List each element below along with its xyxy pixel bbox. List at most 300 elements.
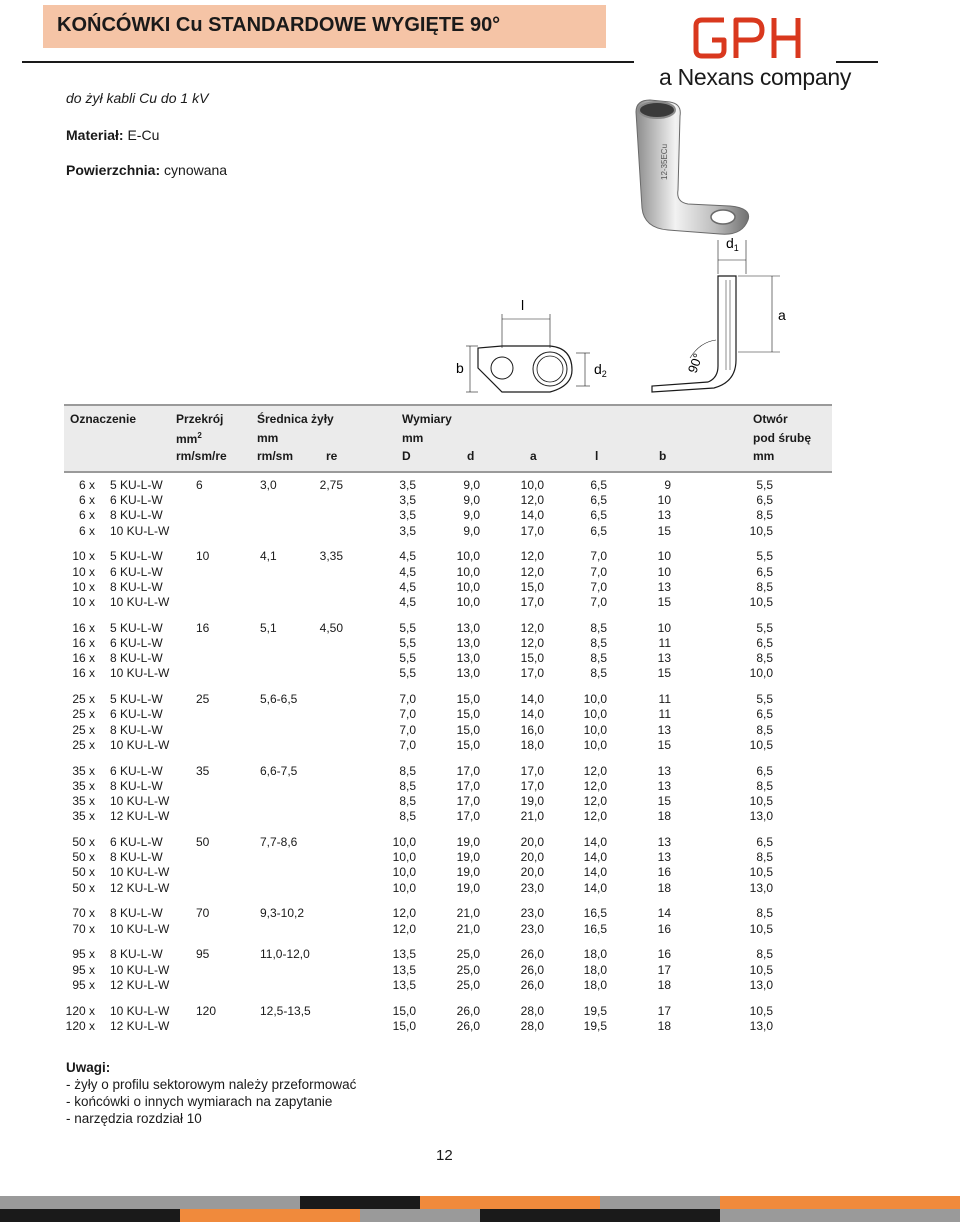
table-cell: 10,0 <box>583 737 607 752</box>
col-srednica-re: re <box>326 449 338 463</box>
table-cell: 25 x <box>72 737 95 752</box>
table-cell: 10,0 <box>583 707 607 722</box>
table-cell: 10,0 <box>392 850 416 865</box>
table-cell: 8,5 <box>756 508 773 523</box>
table-cell: 10,0 <box>520 478 544 492</box>
table-cell: 4,1 <box>260 549 277 564</box>
table-cell: 10,0 <box>392 880 416 895</box>
table-cell: 12,0 <box>392 906 416 921</box>
table-cell: 16 x <box>72 620 95 635</box>
col-przekroj-unit <box>176 431 202 446</box>
surface-value: cynowana <box>160 162 228 178</box>
table-cell: 18 <box>657 1018 671 1033</box>
col-d: d <box>467 449 475 463</box>
table-cell: 13 <box>657 722 671 737</box>
title-banner <box>43 5 606 48</box>
table-cell: 18,0 <box>520 737 544 752</box>
table-cell: 7,0 <box>590 579 607 594</box>
przekroj-unit-text: mm <box>176 432 198 446</box>
table-cell: 10,0 <box>456 579 480 594</box>
table-cell: 13,0 <box>749 880 773 895</box>
table-cell: 7,0 <box>399 707 416 722</box>
table-cell: 13,5 <box>392 962 416 977</box>
table-cell: 16,5 <box>583 921 607 936</box>
table-cell: 8 KU-L-W <box>110 850 163 865</box>
table-cell: 6 KU-L-W <box>110 707 163 722</box>
table-cell: 16 <box>657 921 671 936</box>
table-cell: 10 x <box>72 595 95 609</box>
table-cell: 95 <box>196 947 210 962</box>
table-cell: 13,0 <box>749 977 773 992</box>
table-cell: 12,0 <box>520 620 544 635</box>
table-cell: 8 KU-L-W <box>110 579 163 594</box>
table-cell: 8,5 <box>399 778 416 793</box>
col-przekroj-sub: rm/sm/re <box>176 449 227 463</box>
table-cell: 2,75 <box>319 478 343 492</box>
note-item: - narzędzia rozdział 10 <box>66 1111 202 1126</box>
table-cell: 5 KU-L-W <box>110 549 163 564</box>
label-d2 <box>594 361 607 379</box>
col-b: b <box>659 449 667 463</box>
surface-line <box>66 162 227 178</box>
table-cell: 25,0 <box>456 947 480 962</box>
table-cell: 16,5 <box>583 906 607 921</box>
table-cell: 15 <box>657 595 671 609</box>
table-cell: 10 x <box>72 564 95 579</box>
table-cell: 23,0 <box>520 880 544 895</box>
table-cell: 5 KU-L-W <box>110 620 163 635</box>
table-cell: 10,5 <box>749 794 773 808</box>
table-cell: 17 <box>657 1003 671 1018</box>
table-cell: 15 <box>657 666 671 681</box>
table-cell: 5,6-6,5 <box>260 692 298 707</box>
table-cell: 25,0 <box>456 962 480 977</box>
table-cell: 6 x <box>78 493 95 508</box>
table-cell: 6,5 <box>756 835 773 849</box>
table-cell: 50 x <box>72 880 95 895</box>
table-cell: 50 x <box>72 835 95 849</box>
table-cell: 8,5 <box>590 651 607 666</box>
table-cell: 5,5 <box>756 549 773 564</box>
material-label: Materiał: <box>66 127 124 143</box>
table-cell: 14,0 <box>520 707 544 722</box>
table-cell: 12,0 <box>392 921 416 936</box>
table-cell: 3,5 <box>399 523 416 538</box>
table-cell: 10,0 <box>392 865 416 880</box>
label-d2-sub: 2 <box>601 369 607 379</box>
table-cell: 7,0 <box>590 564 607 579</box>
label-a: a <box>778 307 786 323</box>
table-cell: 12 KU-L-W <box>110 880 170 895</box>
table-cell: 10,5 <box>749 595 773 609</box>
table-cell: 70 x <box>72 921 95 936</box>
table-cell: 25 x <box>72 692 95 707</box>
table-cell: 10 x <box>72 549 95 564</box>
table-cell: 8 KU-L-W <box>110 778 163 793</box>
table-cell: 10 <box>657 620 671 635</box>
table-cell: 6 KU-L-W <box>110 636 163 650</box>
note-item: - końcówki o innych wymiarach na zapytanie <box>66 1094 333 1109</box>
table-cell: 12,0 <box>520 493 544 508</box>
table-cell: 12 KU-L-W <box>110 977 170 992</box>
table-cell: 8,5 <box>590 636 607 650</box>
table-cell: 10 KU-L-W <box>110 794 170 808</box>
table-cell: 6 KU-L-W <box>110 835 163 849</box>
table-cell: 16 <box>657 865 671 880</box>
header-rule-right <box>836 61 878 63</box>
table-cell: 13,0 <box>749 1018 773 1033</box>
table-cell: 18,0 <box>583 977 607 992</box>
table-cell: 15,0 <box>456 722 480 737</box>
table-cell: 8 KU-L-W <box>110 651 163 666</box>
table-cell: 18,0 <box>583 962 607 977</box>
table-cell: 12,0 <box>520 636 544 650</box>
table-cell: 18 <box>657 977 671 992</box>
table-cell: 8,5 <box>756 722 773 737</box>
table-cell: 23,0 <box>520 906 544 921</box>
notes-title: Uwagi: <box>66 1060 111 1075</box>
table-cell: 8,5 <box>399 763 416 778</box>
table-cell: 5,5 <box>399 651 416 666</box>
col-otwor-unit: mm <box>753 449 775 463</box>
table-cell: 5 KU-L-W <box>110 478 163 492</box>
table-cell: 20,0 <box>520 865 544 880</box>
table-cell: 8,5 <box>756 579 773 594</box>
table-cell: 6 x <box>78 523 95 538</box>
col-wymiary-unit: mm <box>402 431 424 445</box>
col-wymiary: Wymiary <box>402 412 452 426</box>
table-cell: 4,5 <box>399 579 416 594</box>
col-l: l <box>595 449 599 463</box>
table-cell: 10 KU-L-W <box>110 865 170 880</box>
table-cell: 10 <box>657 564 671 579</box>
table-cell: 14,0 <box>583 865 607 880</box>
table-cell: 25,0 <box>456 977 480 992</box>
table-cell: 13,5 <box>392 977 416 992</box>
table-cell: 23,0 <box>520 921 544 936</box>
table-cell: 19,0 <box>456 880 480 895</box>
przekroj-unit-sup: 2 <box>197 431 202 440</box>
technical-drawing <box>430 90 850 400</box>
table-cell: 10,0 <box>749 666 773 681</box>
surface-label: Powierzchnia: <box>66 162 161 178</box>
table-cell: 7,0 <box>399 722 416 737</box>
table-cell: 20,0 <box>520 850 544 865</box>
table-cell: 5,1 <box>260 620 277 635</box>
table-cell: 5,5 <box>399 636 416 650</box>
table-cell: 6 x <box>78 478 95 492</box>
table-cell: 120 x <box>65 1003 95 1018</box>
product-photo <box>636 100 749 234</box>
table-cell: 7,0 <box>399 692 416 707</box>
table-cell: 8 KU-L-W <box>110 508 163 523</box>
table-cell: 70 x <box>72 906 95 921</box>
table-cell: 7,0 <box>590 595 607 609</box>
table-cell: 10 <box>657 493 671 508</box>
table-cell: 25 x <box>72 707 95 722</box>
table-cell: 13 <box>657 651 671 666</box>
page-number: 12 <box>436 1147 453 1164</box>
table-cell: 16 <box>657 947 671 962</box>
table-cell: 13,0 <box>749 809 773 824</box>
table-cell: 120 <box>196 1003 217 1018</box>
col-oznaczenie: Oznaczenie <box>70 412 137 426</box>
note-item: - żyły o profilu sektorowym należy przeformować <box>66 1077 357 1092</box>
table-cell: 10,5 <box>749 737 773 752</box>
table-cell: 35 x <box>72 809 95 824</box>
table-cell: 7,0 <box>590 549 607 564</box>
table-cell: 13 <box>657 835 671 849</box>
col-srednica: Średnica żyły <box>257 412 334 426</box>
table-cell: 3,5 <box>399 478 416 492</box>
table-cell: 10 KU-L-W <box>110 595 170 609</box>
table-cell: 12,0 <box>520 564 544 579</box>
table-cell: 8,5 <box>590 666 607 681</box>
table-cell: 5,5 <box>756 620 773 635</box>
table-cell: 17,0 <box>520 595 544 609</box>
notes <box>66 1059 356 1127</box>
table-cell: 8,5 <box>756 850 773 865</box>
table-cell: 17,0 <box>520 523 544 538</box>
gph-logo <box>690 10 810 66</box>
table-cell: 13 <box>657 778 671 793</box>
table-cell: 4,5 <box>399 564 416 579</box>
table-cell: 12,0 <box>583 763 607 778</box>
table-cell: 10 <box>196 549 210 564</box>
table-cell: 9,0 <box>463 493 480 508</box>
table-cell: 6,5 <box>756 763 773 778</box>
table-cell: 15 <box>657 794 671 808</box>
table-cell: 17,0 <box>520 778 544 793</box>
table-cell: 10 KU-L-W <box>110 666 170 681</box>
table-cell: 8,5 <box>756 778 773 793</box>
table-cell: 28,0 <box>520 1003 544 1018</box>
table-cell: 14,0 <box>520 692 544 707</box>
table-cell: 95 x <box>72 947 95 962</box>
table-cell: 6,5 <box>756 493 773 508</box>
table-cell: 15 <box>657 523 671 538</box>
table-cell: 17,0 <box>456 763 480 778</box>
table-cell: 10,5 <box>749 921 773 936</box>
table-cell: 14,0 <box>520 508 544 523</box>
table-cell: 6 <box>196 478 203 492</box>
label-d2-main: d <box>594 361 602 377</box>
table-cell: 10,0 <box>456 564 480 579</box>
table-cell: 25 <box>196 692 210 707</box>
table-cell: 12,0 <box>583 794 607 808</box>
table-cell: 26,0 <box>520 962 544 977</box>
table-cell: 8,5 <box>399 794 416 808</box>
col-srednica-unit: mm <box>257 431 279 445</box>
table-cell: 15,0 <box>392 1018 416 1033</box>
col-a: a <box>530 449 537 463</box>
table-cell: 14,0 <box>583 880 607 895</box>
table-cell: 15,0 <box>456 737 480 752</box>
table-cell: 3,35 <box>319 549 343 564</box>
table-cell: 13,0 <box>456 620 480 635</box>
table-cell: 19,0 <box>456 865 480 880</box>
table-cell: 9,3-10,2 <box>260 906 305 921</box>
table-cell: 6,5 <box>590 478 607 492</box>
table-cell: 120 x <box>65 1018 95 1033</box>
table-cell: 9,0 <box>463 523 480 538</box>
table-cell: 10,0 <box>583 692 607 707</box>
table-cell: 26,0 <box>520 947 544 962</box>
table-cell: 8,5 <box>756 947 773 962</box>
table-cell: 16 x <box>72 666 95 681</box>
table-cell: 15,0 <box>392 1003 416 1018</box>
table-cell: 10 KU-L-W <box>110 921 170 936</box>
table-cell: 15,0 <box>456 707 480 722</box>
table-cell: 18 <box>657 809 671 824</box>
table-cell: 50 x <box>72 850 95 865</box>
table-cell: 4,5 <box>399 595 416 609</box>
table-cell: 6 KU-L-W <box>110 564 163 579</box>
table-cell: 35 x <box>72 763 95 778</box>
table-cell: 5,5 <box>756 692 773 707</box>
table-cell: 8,5 <box>756 651 773 666</box>
table-cell: 21,0 <box>456 921 480 936</box>
svg-text:12-35ECu: 12-35ECu <box>660 143 669 180</box>
table-cell: 26,0 <box>456 1018 480 1033</box>
col-otwor-sub: pod śrubę <box>753 431 812 445</box>
table-cell: 15,0 <box>520 651 544 666</box>
table-cell: 12 KU-L-W <box>110 809 170 824</box>
table-cell: 10,0 <box>583 722 607 737</box>
table-cell: 5,5 <box>399 620 416 635</box>
table-cell: 4,5 <box>399 549 416 564</box>
table-cell: 11 <box>658 692 671 707</box>
footer-bar <box>0 1196 960 1222</box>
table-cell: 12 KU-L-W <box>110 1018 170 1033</box>
table-cell: 13 <box>657 850 671 865</box>
table-cell: 28,0 <box>520 1018 544 1033</box>
table-cell: 16,0 <box>520 722 544 737</box>
table-cell: 15,0 <box>456 692 480 707</box>
table-cell: 8,5 <box>590 620 607 635</box>
table-cell: 8 KU-L-W <box>110 722 163 737</box>
table-cell: 14,0 <box>583 835 607 849</box>
table-cell: 35 <box>196 763 210 778</box>
table-cell: 12,0 <box>583 778 607 793</box>
table-cell: 12,0 <box>583 809 607 824</box>
table-cell: 15 <box>657 737 671 752</box>
col-otwor: Otwór <box>753 412 788 426</box>
table-cell: 50 <box>196 835 210 849</box>
table-cell: 10,0 <box>392 835 416 849</box>
table-cell: 10,0 <box>456 595 480 609</box>
material-line <box>66 127 159 143</box>
label-b: b <box>456 360 464 376</box>
table-cell: 12,0 <box>520 549 544 564</box>
table-cell: 13,5 <box>392 947 416 962</box>
table-cell: 21,0 <box>456 906 480 921</box>
label-angle: 90° <box>684 351 706 376</box>
col-srednica-rmsm: rm/sm <box>257 449 294 463</box>
table-cell: 19,5 <box>583 1018 607 1033</box>
table-cell: 5,5 <box>756 478 773 492</box>
table-cell: 10,5 <box>749 962 773 977</box>
table-cell: 95 x <box>72 962 95 977</box>
table-cell: 10,5 <box>749 865 773 880</box>
table-cell: 19,0 <box>456 850 480 865</box>
table-cell: 6 KU-L-W <box>110 493 163 508</box>
table-cell: 15,0 <box>520 579 544 594</box>
table-cell: 5 KU-L-W <box>110 692 163 707</box>
table-cell: 6 KU-L-W <box>110 763 163 778</box>
table-cell: 13,0 <box>456 651 480 666</box>
table-cell: 8,5 <box>399 809 416 824</box>
table-cell: 50 x <box>72 865 95 880</box>
label-d1-sub: 1 <box>733 243 739 253</box>
table-cell: 10,5 <box>749 523 773 538</box>
table-cell: 10 <box>657 549 671 564</box>
table-cell: 70 <box>196 906 210 921</box>
table-cell: 10 KU-L-W <box>110 737 170 752</box>
table-cell: 6,5 <box>590 523 607 538</box>
table-cell: 13,0 <box>456 636 480 650</box>
table-cell: 7,7-8,6 <box>260 835 298 849</box>
table-cell: 11,0-12,0 <box>260 947 310 962</box>
table-cell: 19,5 <box>583 1003 607 1018</box>
table-cell: 19,0 <box>456 835 480 849</box>
table-cell: 17 <box>657 962 671 977</box>
table-cell: 13 <box>657 763 671 778</box>
table-cell: 6,6-7,5 <box>260 763 298 778</box>
table-cell: 17,0 <box>520 666 544 681</box>
label-l: l <box>521 297 525 313</box>
table-cell: 16 x <box>72 651 95 666</box>
table-cell: 10 KU-L-W <box>110 1003 170 1018</box>
lug-side-view <box>652 240 780 392</box>
table-cell: 9 <box>664 478 671 492</box>
material-value: E-Cu <box>123 127 160 143</box>
table-cell: 3,5 <box>399 508 416 523</box>
label-d1 <box>726 235 739 253</box>
table-cell: 5,5 <box>399 666 416 681</box>
header-rule <box>22 61 634 63</box>
table-cell: 6,5 <box>756 564 773 579</box>
logo-tagline: a Nexans company <box>659 64 852 90</box>
table-cell: 10,5 <box>749 1003 773 1018</box>
table-cell: 6,5 <box>756 707 773 722</box>
table-cell: 13,0 <box>456 666 480 681</box>
table-cell: 10,0 <box>456 549 480 564</box>
table-cell: 14,0 <box>583 850 607 865</box>
table-cell: 17,0 <box>520 763 544 778</box>
table-cell: 9,0 <box>463 508 480 523</box>
table-cell: 10 KU-L-W <box>110 523 170 538</box>
table-cell: 13 <box>657 508 671 523</box>
table-cell: 25 x <box>72 722 95 737</box>
table-cell: 10 x <box>72 579 95 594</box>
col-przekroj: Przekrój <box>176 412 224 426</box>
table-cell: 14 <box>657 906 671 921</box>
table-cell: 6,5 <box>590 493 607 508</box>
table-cell: 8,5 <box>756 906 773 921</box>
table-cell: 35 x <box>72 794 95 808</box>
table-cell: 10 KU-L-W <box>110 962 170 977</box>
table-cell: 20,0 <box>520 835 544 849</box>
table-cell: 21,0 <box>520 809 544 824</box>
col-D: D <box>402 449 411 463</box>
table-cell: 95 x <box>72 977 95 992</box>
table-cell: 12,5-13,5 <box>260 1003 311 1018</box>
table-cell: 26,0 <box>520 977 544 992</box>
table-cell: 19,0 <box>520 794 544 808</box>
table-cell: 8 KU-L-W <box>110 947 163 962</box>
table-cell: 11 <box>658 707 671 722</box>
